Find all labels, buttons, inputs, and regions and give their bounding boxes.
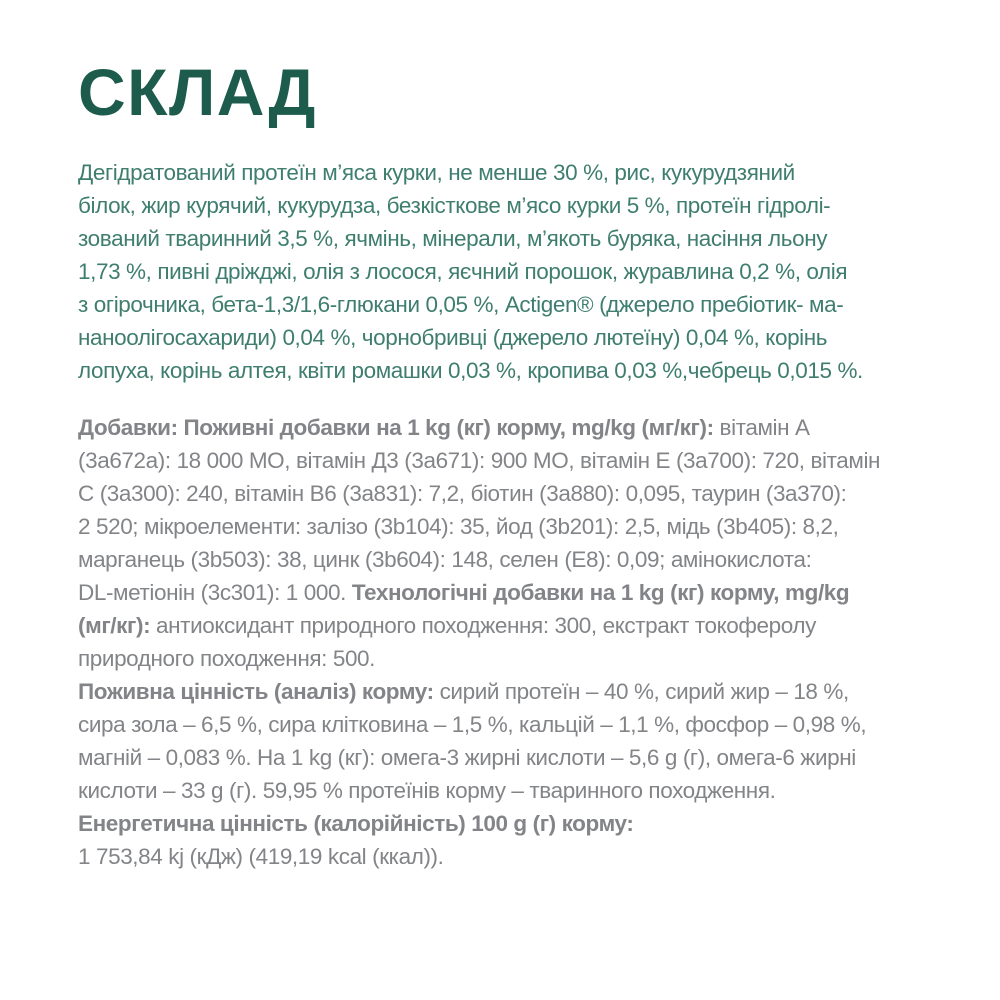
bold-text-segment: Енергетична цінність (калорійність) 100 g (г) корму: [78, 810, 634, 836]
text-line [78, 255, 940, 288]
text-segment: 1,73 %, пивні дріжджі, олія з лосося, яєчний порошок, журавлина 0,2 %, олія [78, 258, 848, 284]
text-line [78, 708, 940, 741]
text-line [78, 741, 940, 774]
bold-text-segment: Технологічні добавки на 1 kg (кг) корму, mg/kg [351, 579, 850, 605]
text-line [78, 609, 940, 642]
text-segment: марганець (3b503): 38, цинк (3b604): 148, селен (Е8): 0,09; амінокислота: [78, 546, 812, 572]
text-line [78, 288, 940, 321]
text-line [78, 321, 940, 354]
text-line [78, 477, 940, 510]
text-segment: природного походження: 500. [78, 645, 376, 671]
energy-value-paragraph [78, 807, 940, 873]
text-line [78, 840, 940, 873]
text-line [78, 774, 940, 807]
text-segment: С (3а300): 240, вітамін В6 (3а831): 7,2, біотин (3а880): 0,095, таурин (3а370): [78, 480, 847, 506]
text-segment: 1 753,84 kj (кДж) (419,19 kcal (ккал)). [78, 843, 444, 869]
text-segment: зований тваринний 3,5 %, ячмінь, мінерали, м’якоть буряка, насіння льону [78, 225, 828, 251]
text-segment: наноолігосахариди) 0,04 %, чорнобривці (джерело лютеїну) 0,04 %, корінь [78, 324, 828, 350]
text-segment: магній – 0,083 %. На 1 kg (кг): омега-3 жирні кислоти – 5,6 g (г), омега-6 жирні [78, 744, 856, 770]
text-line [78, 222, 940, 255]
composition-title: СКЛАД [78, 55, 317, 129]
text-line [78, 576, 940, 609]
text-segment: Дегідратований протеїн м’яса курки, не менше 30 %, рис, кукурудзяний [78, 159, 795, 185]
text-line [78, 354, 940, 387]
text-line [78, 189, 940, 222]
text-segment: DL-метіонін (3c301): 1 000. [78, 579, 352, 605]
text-segment: лопуха, корінь алтея, квіти ромашки 0,03 %, кропива 0,03 %,чебрець 0,015 %. [78, 357, 863, 383]
nutrition-analysis-paragraph [78, 675, 940, 807]
text-line [78, 543, 940, 576]
text-segment: білок, жир курячий, кукурудза, безкісткове м’ясо курки 5 %, протеїн гідролі- [78, 192, 831, 218]
text-segment: антиоксидант природного походження: 300, екстракт токоферолу [150, 612, 816, 638]
bold-text-segment: Поживна цінність (аналіз) корму: [78, 678, 434, 704]
text-line [78, 444, 940, 477]
text-line [78, 510, 940, 543]
text-segment: сира зола – 6,5 %, сира клітковина – 1,5 %, кальцій – 1,1 %, фосфор – 0,98 %, [78, 711, 867, 737]
text-line [78, 642, 940, 675]
text-line [78, 807, 940, 840]
bold-text-segment: Добавки: Поживні добавки на 1 kg (кг) корму, mg/kg (мг/кг): [78, 414, 714, 440]
text-line [78, 411, 940, 444]
text-line [78, 675, 940, 708]
text-segment: (3а672а): 18 000 МО, вітамін Д3 (3а671): 900 МО, вітамін Е (3а700): 720, вітамін [78, 447, 881, 473]
ingredients-paragraph [78, 156, 940, 387]
text-line [78, 156, 940, 189]
text-segment: вітамін А [713, 414, 810, 440]
text-segment: кислоти – 33 g (г). 59,95 % протеїнів корму – тваринного походження. [78, 777, 776, 803]
text-segment: 2 520; мікроелементи: залізо (3b104): 35, йод (3b201): 2,5, мідь (3b405): 8,2, [78, 513, 839, 539]
text-segment: з огірочника, бета-1,3/1,6-глюкани 0,05 %, Actigen® (джерело пребіотик- ма- [78, 291, 844, 317]
additives-paragraph [78, 411, 940, 675]
bold-text-segment: (мг/кг): [78, 612, 151, 638]
text-segment: сирий протеїн – 40 %, сирий жир – 18 %, [433, 678, 849, 704]
